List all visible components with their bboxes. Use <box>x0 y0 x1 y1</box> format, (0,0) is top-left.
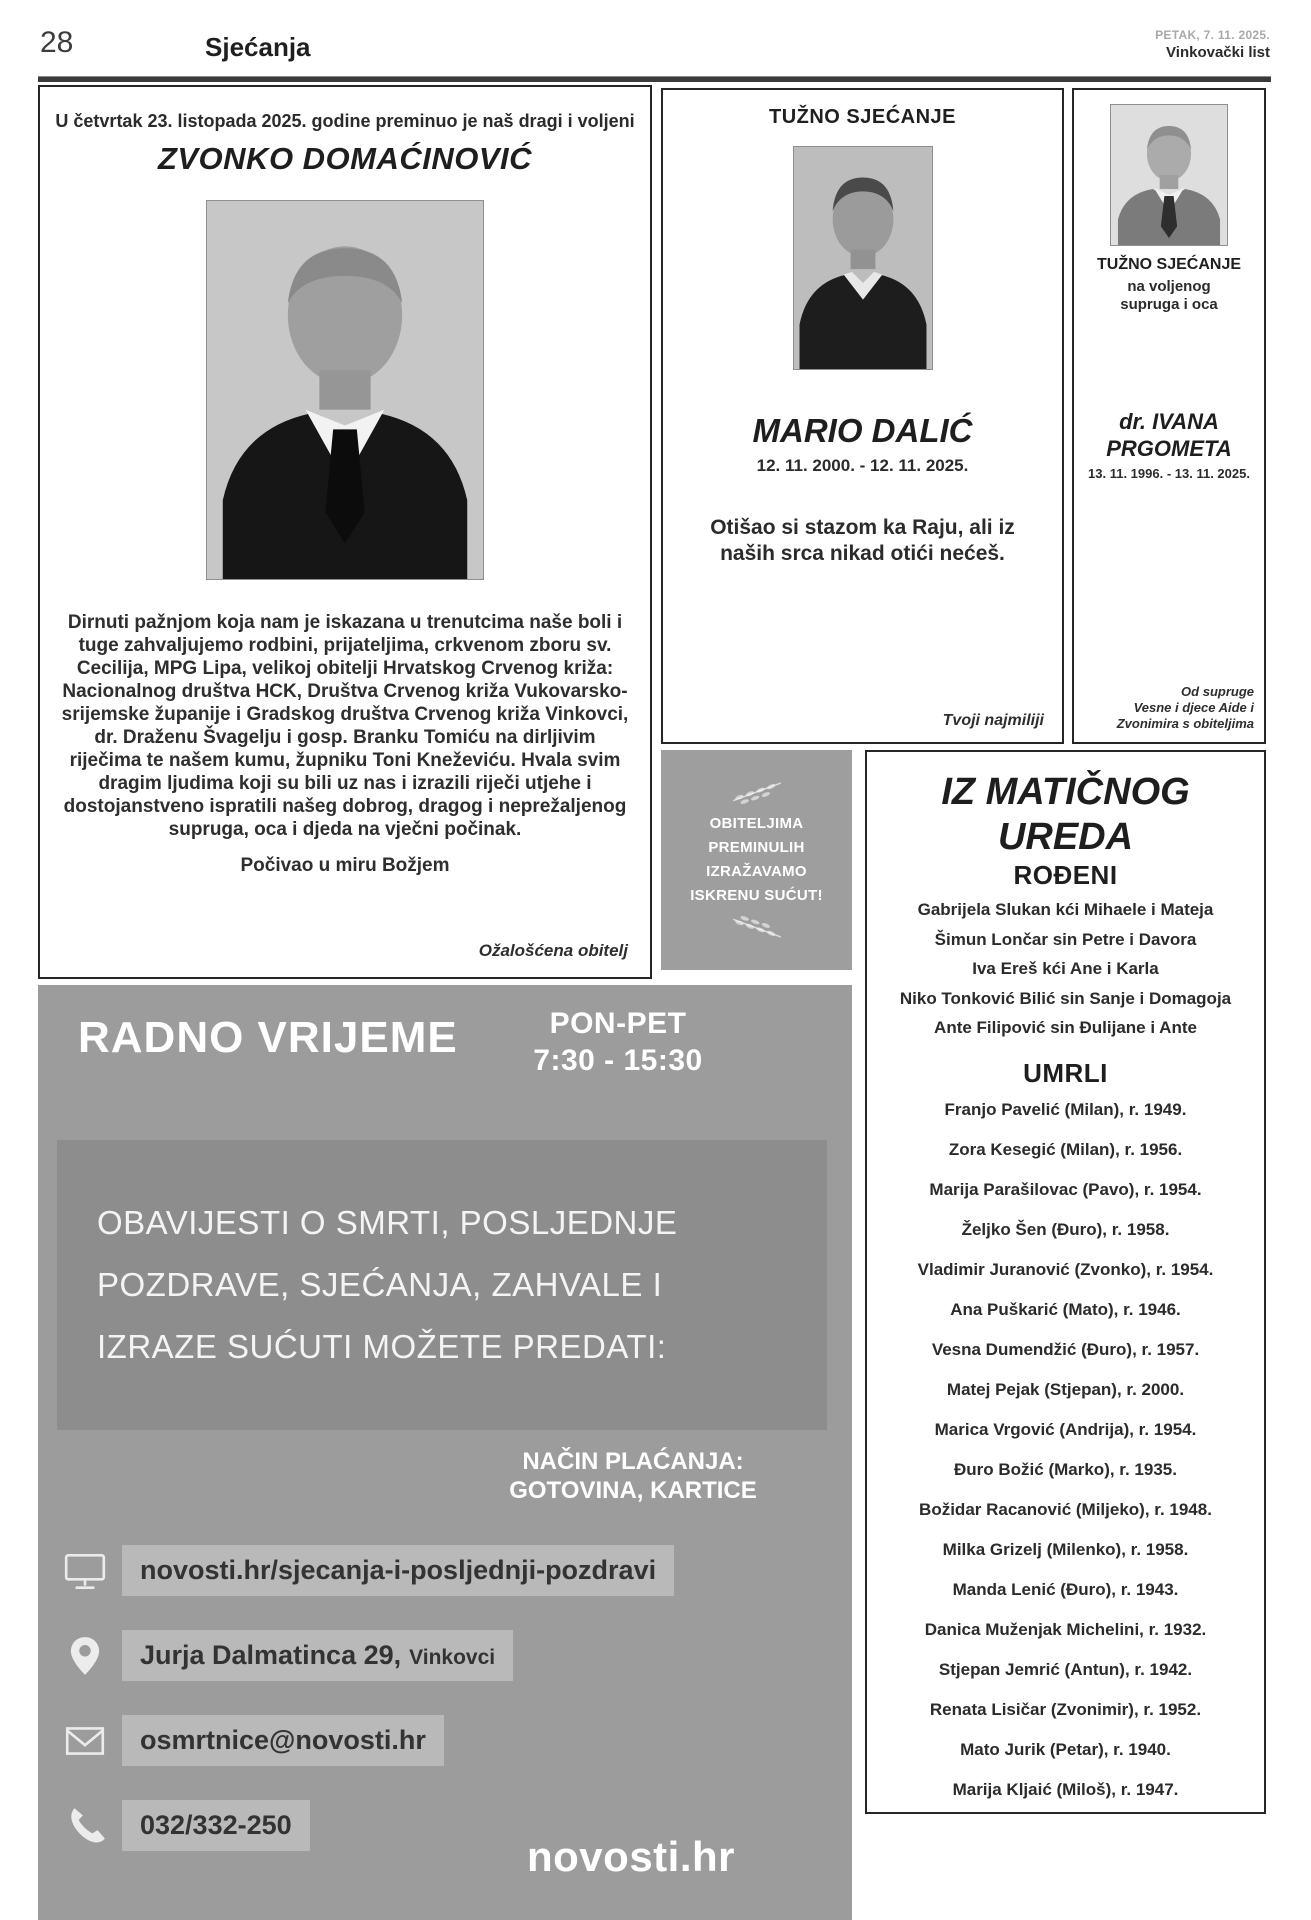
portrait-photo-ivana <box>1110 104 1228 246</box>
died-entry: Đuro Božić (Marko), r. 1935. <box>954 1460 1177 1479</box>
phone-number <box>122 1800 310 1851</box>
laurel-branch-icon <box>724 914 790 944</box>
monitor-icon <box>62 1548 108 1594</box>
address <box>122 1630 513 1681</box>
name-line: dr. IVANA <box>1119 409 1219 434</box>
born-entry: Ante Filipović sin Đulijane i Ante <box>934 1018 1197 1037</box>
name-line: PRGOMETA <box>1106 436 1232 461</box>
address-city: Vinkovci <box>409 1646 496 1669</box>
obituary-signature: Ožalošćena obitelj <box>478 941 628 960</box>
condolence-box <box>661 750 852 970</box>
portrait-silhouette <box>794 147 932 369</box>
memorial-subheader <box>1074 278 1264 314</box>
died-entry: Franjo Pavelić (Milan), r. 1949. <box>944 1100 1187 1119</box>
payment-info <box>483 1447 783 1505</box>
working-hours <box>468 1005 768 1079</box>
signature-line: Zvonimira s obiteljima <box>1116 716 1254 731</box>
email-address[interactable] <box>122 1715 444 1766</box>
registry-title-line: UREDA <box>997 816 1134 858</box>
envelope-icon <box>62 1718 108 1764</box>
born-list <box>875 900 1256 1038</box>
died-entry: Matej Pejak (Stjepan), r. 2000. <box>946 1380 1185 1399</box>
obituary-service-ad <box>38 985 852 1920</box>
portrait-silhouette <box>207 201 483 579</box>
registry-title-line: IZ MATIČNOG <box>941 771 1190 813</box>
registry-title <box>867 770 1264 860</box>
portrait-photo-mario <box>793 146 933 370</box>
condolence-line: PREMINULIH <box>708 839 805 856</box>
died-list <box>875 1100 1256 1800</box>
payment-label: NAČIN PLAĆANJA: <box>522 1448 744 1475</box>
deceased-name: MARIO DALIĆ <box>752 412 973 449</box>
born-entry: Gabrijela Slukan kći Mihaele i Mateja <box>917 900 1214 919</box>
born-entry: Iva Ereš kći Ane i Karla <box>972 959 1159 978</box>
memorial-signature <box>1117 684 1254 732</box>
contact-row-website <box>62 1545 674 1596</box>
memorial-header: TUŽNO SJEĆANJE <box>1096 256 1242 273</box>
contact-row-phone <box>62 1800 310 1851</box>
ad-notice-box <box>57 1140 827 1430</box>
condolence-line: OBITELJIMA <box>709 815 804 832</box>
born-header: ROĐENI <box>1013 860 1118 890</box>
died-entry: Vladimir Juranović (Zvonko), r. 1954. <box>917 1260 1214 1279</box>
notice-line: IZRAZE SUĆUTI MOŽETE PREDATI: <box>97 1328 667 1365</box>
notice-line: POZDRAVE, SJEĆANJA, ZAHVALE I <box>97 1266 663 1303</box>
memorial-card-ivana <box>1072 88 1266 744</box>
obituary-body: Dirnuti pažnjom koja nam je iskazana u trenutcima naše boli i tuge zahvaljujemo rodbini, prijateljima, crkvenom zboru sv. Cecilija, MPG Lipa, velikoj obitelji Hrvatskog Crvenog križa: Nacionalnog društva HCK, Društva Crvenog križa Vukovarsko-srijemske županije i Gradskog društva Crvenog križa Vinkovci, dr. Draženu Švagelju i gosp. Branku Tomiću na dirljivim riječima te našem kumu, župniku Toni Kneževiću. Hvala svim dragim ljudima koji su bili uz nas i izrazili riječi utjehe i dostojanstveno ispratili našeg dobrog, dragog i neprežaljenog supruga, oca i djeda na vječni počinak. <box>61 612 629 840</box>
novosti-logo: novosti.hr <box>527 1833 736 1880</box>
died-entry: Mato Jurik (Petar), r. 1940. <box>960 1740 1171 1759</box>
contact-row-address <box>62 1630 513 1681</box>
born-entry: Šimun Lončar sin Petre i Davora <box>934 929 1197 949</box>
died-entry: Vesna Dumendžić (Đuro), r. 1957. <box>931 1340 1200 1359</box>
section-title: Sjećanja <box>205 32 311 62</box>
life-dates: 13. 11. 1996. - 13. 11. 2025. <box>1088 466 1250 481</box>
life-dates: 12. 11. 2000. - 12. 11. 2025. <box>756 456 969 475</box>
laurel-branch-icon <box>724 776 790 806</box>
died-entry: Željko Šen (Đuro), r. 1958. <box>961 1220 1170 1239</box>
memorial-header: TUŽNO SJEĆANJE <box>768 106 957 128</box>
subheader-line: supruga i oca <box>1120 296 1218 313</box>
portrait-photo-zvonko <box>206 200 484 580</box>
address-street: Jurja Dalmatinca 29, <box>140 1640 402 1670</box>
website-url: novosti.hr/sjecanja-i-posljednji-pozdravi <box>140 1555 657 1585</box>
died-entry: Ana Puškarić (Mato), r. 1946. <box>950 1300 1181 1319</box>
obituary-card-zvonko <box>38 85 652 979</box>
registry-office-box <box>865 750 1266 1814</box>
issue-date: PETAK, 7. 11. 2025. <box>1155 28 1270 42</box>
notice-line: OBAVIJESTI O SMRTI, POSLJEDNJE <box>97 1204 678 1241</box>
phone-text: 032/332-250 <box>140 1810 292 1840</box>
died-entry: Danica Muženjak Michelini, r. 1932. <box>924 1620 1207 1639</box>
publication-name: Vinkovački list <box>1166 44 1270 61</box>
died-header: UMRLI <box>1023 1058 1108 1088</box>
died-entry: Zora Kesegić (Milan), r. 1956. <box>948 1140 1183 1159</box>
masthead <box>1155 28 1270 61</box>
email-text: osmrtnice@novosti.hr <box>140 1725 426 1755</box>
died-entry: Milka Grizelj (Milenko), r. 1958. <box>942 1540 1189 1559</box>
condolence-line: ISKRENU SUĆUT! <box>690 887 823 904</box>
died-entry: Manda Lenić (Đuro), r. 1943. <box>952 1580 1179 1599</box>
subheader-line: na voljenog <box>1127 278 1211 295</box>
working-time: 7:30 - 15:30 <box>533 1044 703 1077</box>
payment-methods: GOTOVINA, KARTICE <box>509 1477 757 1504</box>
memorial-message: Otišao si stazom ka Raju, ali iz naših srca nikad otići nećeš. <box>710 516 1015 565</box>
location-pin-icon <box>62 1633 108 1679</box>
deceased-name <box>1074 408 1264 462</box>
died-entry: Stjepan Jemrić (Antun), r. 1942. <box>938 1660 1193 1679</box>
phone-icon <box>62 1803 108 1849</box>
died-entry: Marija Kljaić (Miloš), r. 1947. <box>952 1780 1179 1799</box>
obituary-closing: Počivao u miru Božjem <box>240 855 450 876</box>
page-number: 28 <box>40 26 74 59</box>
contact-row-email <box>62 1715 444 1766</box>
died-entry: Božidar Racanović (Miljeko), r. 1948. <box>919 1500 1212 1519</box>
born-entry: Niko Tonković Bilić sin Sanje i Domagoja <box>899 988 1232 1008</box>
died-entry: Marica Vrgović (Andrija), r. 1954. <box>934 1420 1197 1439</box>
working-days: PON-PET <box>549 1007 687 1040</box>
memorial-card-mario <box>661 88 1064 744</box>
portrait-silhouette <box>1111 105 1227 245</box>
died-entry: Renata Lisičar (Zvonimir), r. 1952. <box>929 1700 1202 1719</box>
signature-line: Od supruge <box>1181 684 1254 699</box>
signature-line: Vesne i djece Aide i <box>1133 700 1254 715</box>
deceased-name: ZVONKO DOMAĆINOVIĆ <box>157 141 533 176</box>
died-entry: Marija Parašilovac (Pavo), r. 1954. <box>929 1180 1202 1199</box>
condolence-line: IZRAŽAVAMO <box>706 863 807 880</box>
header-rule <box>38 76 1271 82</box>
ad-heading: RADNO VRIJEME <box>78 1013 458 1062</box>
obituary-intro: U četvrtak 23. listopada 2025. godine preminuo je naš dragi i voljeni <box>55 111 635 131</box>
website-link[interactable] <box>122 1545 674 1596</box>
memorial-signature: Tvoji najmiliji <box>942 712 1044 729</box>
